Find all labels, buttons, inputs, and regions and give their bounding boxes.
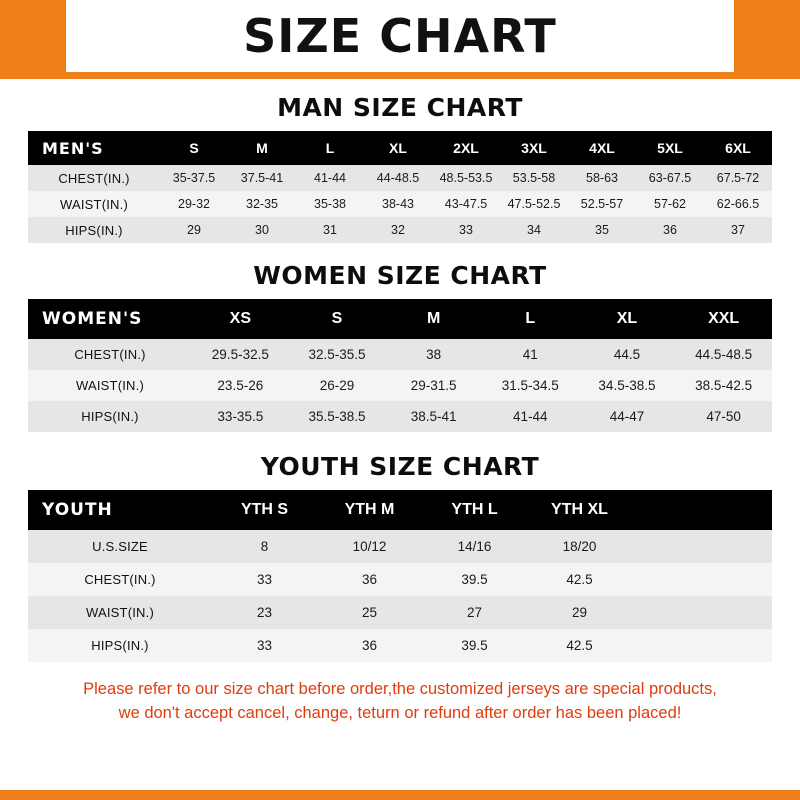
banner-title-area (66, 0, 734, 72)
youth-section (0, 452, 800, 662)
youth-r2-c0: 23 (212, 596, 317, 629)
women-col-3: L (482, 299, 579, 339)
women-corner-label: WOMEN'S (28, 299, 192, 339)
women-col-5: XXL (675, 299, 772, 339)
man-table-body (28, 165, 772, 243)
youth-r2-c2: 27 (422, 596, 527, 629)
man-r1-c2: 35-38 (296, 191, 364, 217)
man-r0-c5: 53.5-58 (500, 165, 568, 191)
women-r1-c2: 29-31.5 (385, 370, 482, 401)
man-r1-c3: 38-43 (364, 191, 432, 217)
man-col-4: 2XL (432, 131, 500, 165)
women-col-4: XL (579, 299, 676, 339)
women-r2-c2: 38.5-41 (385, 401, 482, 432)
man-r1-c5: 47.5-52.5 (500, 191, 568, 217)
women-r1-c3: 31.5-34.5 (482, 370, 579, 401)
youth-row-0-label: U.S.SIZE (28, 530, 212, 563)
footer-accent-bar (0, 790, 800, 800)
youth-size-table (28, 490, 772, 662)
women-r0-c5: 44.5-48.5 (675, 339, 772, 370)
youth-r1-c1: 36 (317, 563, 422, 596)
man-r0-c6: 58-63 (568, 165, 636, 191)
women-r2-c5: 47-50 (675, 401, 772, 432)
youth-r0-c0: 8 (212, 530, 317, 563)
women-r0-c0: 29.5-32.5 (192, 339, 289, 370)
youth-r0-spacer (632, 530, 772, 563)
table-row (28, 596, 772, 629)
man-r2-c5: 34 (500, 217, 568, 243)
youth-r0-c3: 18/20 (527, 530, 632, 563)
women-col-0: XS (192, 299, 289, 339)
man-row-2-label: HIPS(IN.) (28, 217, 160, 243)
women-row-1-label: WAIST(IN.) (28, 370, 192, 401)
women-r0-c3: 41 (482, 339, 579, 370)
man-r0-c4: 48.5-53.5 (432, 165, 500, 191)
youth-col-spacer (632, 490, 772, 530)
table-row (28, 629, 772, 662)
banner-bottom-rule (0, 72, 800, 79)
man-r0-c7: 63-67.5 (636, 165, 704, 191)
women-r1-c4: 34.5-38.5 (579, 370, 676, 401)
youth-r3-c3: 42.5 (527, 629, 632, 662)
man-corner-label: MEN'S (28, 131, 160, 165)
man-row-0-label: CHEST(IN.) (28, 165, 160, 191)
banner-accent-right (734, 0, 800, 72)
man-col-0: S (160, 131, 228, 165)
youth-r1-spacer (632, 563, 772, 596)
man-r2-c0: 29 (160, 217, 228, 243)
man-table-head (28, 131, 772, 165)
women-table-body (28, 339, 772, 432)
women-section (0, 261, 800, 432)
page-title: SIZE CHART (243, 9, 557, 63)
man-r2-c7: 36 (636, 217, 704, 243)
youth-r2-spacer (632, 596, 772, 629)
man-r0-c2: 41-44 (296, 165, 364, 191)
women-r1-c0: 23.5-26 (192, 370, 289, 401)
women-r0-c1: 32.5-35.5 (289, 339, 386, 370)
youth-table-head (28, 490, 772, 530)
table-row (28, 401, 772, 432)
women-col-2: M (385, 299, 482, 339)
man-r1-c7: 57-62 (636, 191, 704, 217)
youth-r2-c3: 29 (527, 596, 632, 629)
women-r1-c1: 26-29 (289, 370, 386, 401)
man-col-6: 4XL (568, 131, 636, 165)
youth-r1-c3: 42.5 (527, 563, 632, 596)
footer-note (24, 678, 776, 726)
youth-r3-c0: 33 (212, 629, 317, 662)
women-table-head (28, 299, 772, 339)
man-section-title: MAN SIZE CHART (277, 93, 523, 122)
man-col-1: M (228, 131, 296, 165)
man-r1-c0: 29-32 (160, 191, 228, 217)
table-row (28, 339, 772, 370)
header-banner (0, 0, 800, 72)
man-r2-c8: 37 (704, 217, 772, 243)
youth-r2-c1: 25 (317, 596, 422, 629)
table-header-row (28, 299, 772, 339)
youth-row-2-label: WAIST(IN.) (28, 596, 212, 629)
youth-r0-c1: 10/12 (317, 530, 422, 563)
man-col-5: 3XL (500, 131, 568, 165)
man-col-3: XL (364, 131, 432, 165)
youth-row-3-label: HIPS(IN.) (28, 629, 212, 662)
youth-section-title: YOUTH SIZE CHART (260, 452, 540, 481)
youth-row-1-label: CHEST(IN.) (28, 563, 212, 596)
table-row (28, 217, 772, 243)
man-r0-c8: 67.5-72 (704, 165, 772, 191)
table-header-row (28, 131, 772, 165)
table-row (28, 530, 772, 563)
man-r1-c4: 43-47.5 (432, 191, 500, 217)
table-row (28, 370, 772, 401)
women-r0-c4: 44.5 (579, 339, 676, 370)
women-col-1: S (289, 299, 386, 339)
youth-table-body (28, 530, 772, 662)
women-row-0-label: CHEST(IN.) (28, 339, 192, 370)
man-size-table (28, 131, 772, 243)
youth-col-3: YTH XL (527, 490, 632, 530)
man-row-1-label: WAIST(IN.) (28, 191, 160, 217)
man-r2-c4: 33 (432, 217, 500, 243)
table-row (28, 165, 772, 191)
youth-corner-label: YOUTH (28, 490, 212, 530)
women-section-title: WOMEN SIZE CHART (253, 261, 547, 290)
man-r2-c2: 31 (296, 217, 364, 243)
youth-col-0: YTH S (212, 490, 317, 530)
youth-r3-spacer (632, 629, 772, 662)
women-r0-c2: 38 (385, 339, 482, 370)
man-section (0, 93, 800, 243)
footer-note-line-2: we don't accept cancel, change, teturn or refund after order has been placed! (118, 703, 682, 722)
man-r2-c1: 30 (228, 217, 296, 243)
women-r2-c4: 44-47 (579, 401, 676, 432)
man-col-7: 5XL (636, 131, 704, 165)
man-col-8: 6XL (704, 131, 772, 165)
man-r0-c0: 35-37.5 (160, 165, 228, 191)
women-row-2-label: HIPS(IN.) (28, 401, 192, 432)
youth-r1-c2: 39.5 (422, 563, 527, 596)
banner-accent-left (0, 0, 66, 72)
footer-note-line-1: Please refer to our size chart before order,the customized jerseys are special products, (83, 680, 717, 698)
man-r1-c8: 62-66.5 (704, 191, 772, 217)
table-header-row (28, 490, 772, 530)
table-row (28, 191, 772, 217)
women-r1-c5: 38.5-42.5 (675, 370, 772, 401)
women-size-table (28, 299, 772, 432)
man-col-2: L (296, 131, 364, 165)
women-r2-c1: 35.5-38.5 (289, 401, 386, 432)
youth-r3-c2: 39.5 (422, 629, 527, 662)
youth-r3-c1: 36 (317, 629, 422, 662)
man-r1-c6: 52.5-57 (568, 191, 636, 217)
man-r2-c6: 35 (568, 217, 636, 243)
women-r2-c0: 33-35.5 (192, 401, 289, 432)
man-r2-c3: 32 (364, 217, 432, 243)
man-r0-c3: 44-48.5 (364, 165, 432, 191)
man-r1-c1: 32-35 (228, 191, 296, 217)
youth-r0-c2: 14/16 (422, 530, 527, 563)
youth-r1-c0: 33 (212, 563, 317, 596)
youth-col-2: YTH L (422, 490, 527, 530)
table-row (28, 563, 772, 596)
youth-col-1: YTH M (317, 490, 422, 530)
women-r2-c3: 41-44 (482, 401, 579, 432)
man-r0-c1: 37.5-41 (228, 165, 296, 191)
